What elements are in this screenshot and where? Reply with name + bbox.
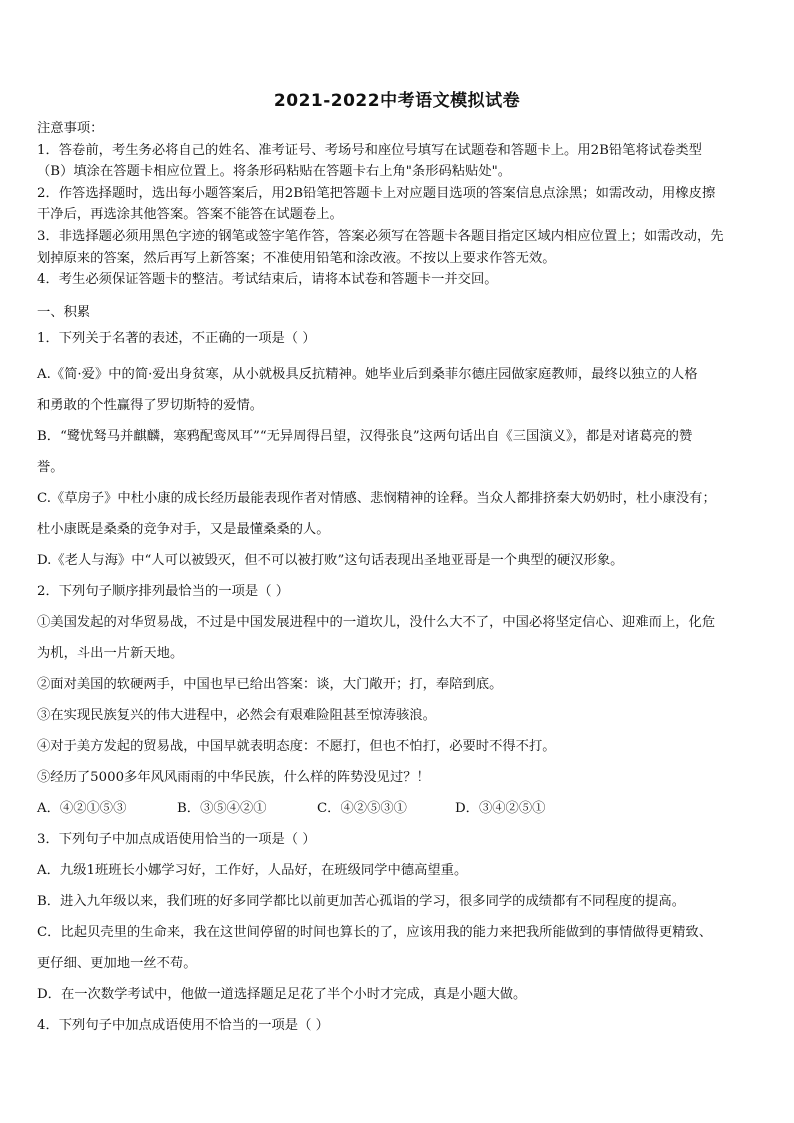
question-1-option-a-cont: 和勇敢的个性赢得了罗切斯特的爱情。 — [37, 398, 264, 413]
instruction-line: （B）填涂在答题卡相应位置上。将条形码粘贴在答题卡右上角"条形码粘贴处"。 — [37, 164, 512, 180]
exam-title: 2021-2022中考语文模拟试卷 — [273, 91, 521, 111]
question-3-option-a: A．九级1班班长小娜学习好，工作好，人品好，在班级同学中德高望重。 — [37, 863, 468, 878]
question-1-stem: 1．下列关于名著的表述，不正确的一项是（ ） — [37, 331, 316, 346]
question-2-sentence-4: ④对于美方发起的贸易战，中国早就表明态度：不愿打，但也不怕打，必要时不得不打。 — [37, 739, 556, 754]
question-3-option-c: C．比起贝壳里的生命来，我在这世间停留的时间也算长的了，应该用我的能力来把我所能做到的事情做得更精致、 — [37, 925, 713, 940]
instructions-block — [37, 118, 759, 291]
question-2-sentence-5: ⑤经历了5000多年风风雨雨的中华民族，什么样的阵势没见过？！ — [37, 770, 430, 785]
question-4-stem: 4．下列句子中加点成语使用不恰当的一项是（ ） — [37, 1018, 329, 1033]
question-3-stem: 3．下列句子中加点成语使用恰当的一项是（ ） — [37, 832, 316, 847]
question-2-choice-c: C．④②⑤③① — [317, 801, 407, 816]
question-2-choice-b: B．③⑤④②① — [177, 801, 267, 816]
question-2-sentence-2: ②面对美国的软硬两手，中国也早已给出答案：谈，大门敞开；打，奉陪到底。 — [37, 677, 503, 692]
instruction-line: 干净后，再选涂其他答案。答案不能答在试题卷上。 — [37, 207, 343, 223]
question-2-choice-d: D．③④②⑤① — [455, 801, 546, 816]
question-2-sentence-3: ③在实现民族复兴的伟大进程中，必然会有艰难险阻甚至惊涛骇浪。 — [37, 708, 436, 723]
question-3-option-c-cont: 更仔细、更加地一丝不苟。 — [37, 956, 197, 971]
question-1-option-a: A.《简·爱》中的简·爱出身贫寒，从小就极具反抗精神。她毕业后到桑菲尔德庄园做家庭教师，最终以独立的人格 — [37, 367, 698, 382]
question-1-option-d: D.《老人与海》中“人可以被毁灭，但不可以被打败”这句话表现出圣地亚哥是一个典型的硬汉形象。 — [37, 553, 624, 568]
question-2-sentence-1: ①美国发起的对华贸易战，不过是中国发展进程中的一道坎儿，没什么大不了，中国必将坚定信心、迎难而上，化危 — [37, 615, 716, 630]
question-2-choices — [37, 793, 759, 824]
question-1-option-c: C.《草房子》中杜小康的成长经历最能表现作者对情感、悲悯精神的诠释。当众人都排挤秦大奶奶时，杜小康没有； — [37, 491, 716, 506]
question-1-option-b-cont: 誉。 — [37, 460, 64, 475]
question-2-stem: 2．下列句子顺序排列最恰当的一项是（ ） — [37, 584, 290, 599]
question-1-option-b: B．“鹭忧驽马并麒麟，寒鸦配鸾凤耳”“无异周得吕望，汉得张良”这两句话出自《三国演义》，都是对诸葛亮的赞 — [37, 429, 693, 444]
instructions-heading: 注意事项： — [37, 121, 104, 136]
instruction-line: 3．非选择题必须用黑色字迹的钢笔或签字笔作答，答案必须写在答题卡各题目指定区域内相应位置上；如需改动，先 — [37, 228, 724, 244]
question-1-option-c-cont: 杜小康既是桑桑的竞争对手，又是最懂桑桑的人。 — [37, 522, 330, 537]
question-3-option-b: B．进入九年级以来，我们班的好多同学都比以前更加苦心孤诣的学习，很多同学的成绩都有不同程度的提高。 — [37, 894, 686, 909]
instruction-line: 划掉原来的答案，然后再写上新答案；不准使用铅笔和涂改液。不按以上要求作答无效。 — [37, 250, 556, 266]
question-2-sentence-1-cont: 为机，斗出一片新天地。 — [37, 646, 184, 661]
instruction-line: 1．答卷前，考生务必将自己的姓名、准考证号、考场号和座位号填写在试题卷和答题卡上。用2B铅笔将试卷类型 — [37, 142, 702, 158]
instruction-line: 4．考生必须保证答题卡的整洁。考试结束后，请将本试卷和答题卡一并交回。 — [37, 272, 498, 288]
question-2-choice-a: A．④②①⑤③ — [37, 801, 127, 816]
exam-body — [37, 302, 759, 1041]
question-3-option-d: D．在一次数学考试中，他做一道选择题足足花了半个小时才完成，真是小题大做。 — [37, 987, 527, 1002]
instruction-line: 2．作答选择题时，选出每小题答案后，用2B铅笔把答题卡上对应题目选项的答案信息点涂黑；如需改动，用橡皮擦 — [37, 185, 716, 201]
section-heading: 一、积累 — [37, 305, 91, 320]
